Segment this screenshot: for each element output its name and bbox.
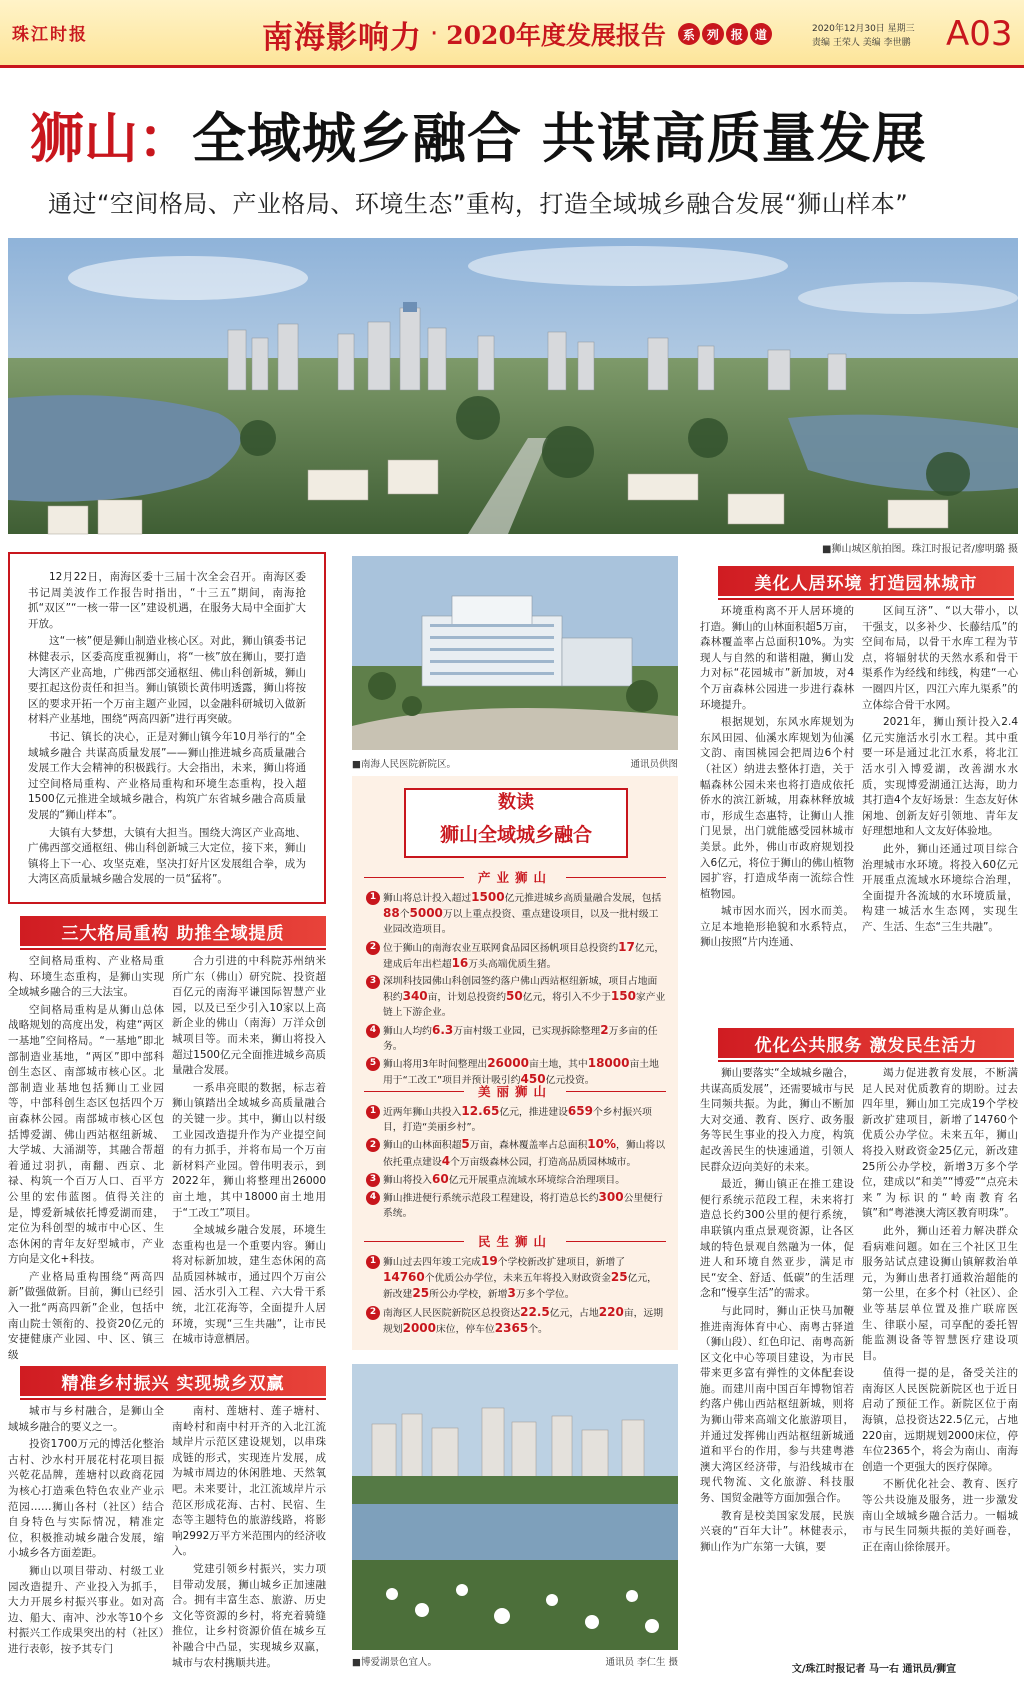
data-text-part: 个优质公办学位，未来五年将投入财政资金 xyxy=(424,1273,611,1285)
issue-editors: 责编 王荣人 美编 李世鹏 xyxy=(812,38,911,48)
intro-paragraph: 大镇有大梦想，大镇有大担当。围绕大湾区产业高地、广佛西部交通枢纽、佛山科创新城三大定位，接下来，狮山镇将上下一心、攻坚克难，坚决打好片区发展组合拳，成为大湾区高质量城乡融合发展的一员“猛将”。 xyxy=(28,826,306,886)
data-text-part: 亩土地用于“工改工”项目并预计吸引约 xyxy=(383,1059,659,1087)
data-text-part: 狮山过去四年竣工完成 xyxy=(383,1257,481,1268)
data-text-part: 万头高端优质生猪。 xyxy=(468,958,557,970)
data-panel-label: 数读 xyxy=(498,792,534,813)
hospital-photo-caption xyxy=(352,756,678,770)
data-highlight-number: 5 xyxy=(461,1137,470,1152)
headline-main: 全域城乡融合 共谋高质量发展 xyxy=(192,106,927,170)
data-item-number: 3 xyxy=(366,1173,380,1187)
data-text-part: 亿元推进城乡高质量融合发展，包括 xyxy=(504,893,662,904)
section-paragraph: 最近，狮山镇正在推工建设便行系统示范段工程，未来将打造总长约300公里的便行系统，串联镇内重点景观资源，让各区域的特色景观自然融为一体，促进人和环境自然亚步，满足市民“安全、舒适、低碳”的生活理念和“慢享生活”的需求。 xyxy=(700,1178,854,1300)
data-text-part: 亿元，推进建设 xyxy=(499,1107,568,1118)
data-text-part: 个学校新改扩建项目，新增了 xyxy=(497,1257,626,1268)
data-item-number: 1 xyxy=(366,1255,380,1269)
data-text-part: ，狮山将以依托重点建设 xyxy=(383,1140,666,1168)
section-paragraph: 合力引进的中科院苏州纳米所广东（佛山）研究院、投资超百亿元的南海平谦国际智慧产业园，以及已至少引入10家以上高新企业的佛山（南海）万洋众创城项目等。而未来，狮山将投入超过1500亿元全面推进城乡高质量融合发展。 xyxy=(172,955,326,1077)
data-item-number: 3 xyxy=(366,975,380,989)
data-text-part: 狮山的山林面积超 xyxy=(383,1140,462,1152)
group-head-livelihood: 民生狮山 xyxy=(364,1232,666,1250)
section-paragraph: 狮山以项目带动、村级工业园改造提升、产业投入为抓手，大力开展乡村振兴事业。如对高边、船大、南冲、沙水等10个乡村振兴工作成果突出的村（社区）进行表彰，按予其专门 xyxy=(8,1564,164,1655)
data-panel-title: 狮山全域城乡融合 xyxy=(439,824,592,846)
section-paragraph: 城市因水而兴，因水而美。立足本地艳形艳貌和水系特点，狮山按照“片内连通、 xyxy=(700,905,854,949)
data-item-number: 4 xyxy=(366,1024,380,1038)
data-item-number: 2 xyxy=(366,941,380,955)
data-text-part: 亩土地，其中 xyxy=(528,1059,588,1071)
data-item-text xyxy=(383,1305,666,1337)
issue-date: 2020年12月30日 星期三 xyxy=(812,24,915,34)
data-text-part: 近两年狮山共投入 xyxy=(383,1107,462,1118)
column-separator: · xyxy=(430,19,439,49)
section-paragraph: 投资1700万元的博活化整治古村、沙水村开展花村花项目振兴乾花品牌，莲塘村以政商花园为核心打造乘色特色农业产业示范园……狮山各村（社区）结合自身特色与实际情况，精准定位，积极推动城乡融合发展，缩小城乡各方面差距。 xyxy=(8,1438,164,1560)
section-2-column-a xyxy=(8,1404,164,1672)
data-list-beautiful xyxy=(366,1104,666,1223)
data-text-part: 家产业链上下游企业。 xyxy=(383,992,666,1019)
data-highlight-number: 22.5 xyxy=(520,1304,550,1319)
data-text-part: 亿元开展重点流域水环境综合治理项目。 xyxy=(448,1174,626,1186)
data-item xyxy=(366,974,666,1021)
series-char: 列 xyxy=(702,23,724,45)
section-paragraph: 空间格局重构是从狮山总体战略规划的高度出发，构建“两区一基地”空间格局。“一基地”即北部制造业基地，“两区”即中部科创生态区、南部城市核心区。北部制造业基地包括狮山工业园等，中部科创生态区包括四个万亩森林公园。南部城市核心区包括博爱湖、佛山西站枢纽新城、大学城、大涌湖等，其融合帮超着通过羽扒，南翻、西京、北禄、构筑一个百万人口、百平方公里的宏伟蓝图。值得关注的是，博爱新城依托博爱湖而建，定位为科创型的城市中心区、生态休闲的青年友好型城市，产业方向是文化+科技。 xyxy=(8,1003,164,1266)
data-panel-title-box xyxy=(404,788,628,858)
data-highlight-number: 26000 xyxy=(487,1056,529,1071)
data-highlight-number: 16 xyxy=(451,955,469,970)
data-highlight-number: 5000 xyxy=(409,906,443,921)
section-2-column-b xyxy=(172,1404,326,1672)
section-title-rural-revitalization: 精准乡村振兴 实现城乡双赢 xyxy=(20,1366,326,1396)
data-item-text xyxy=(383,1023,666,1054)
data-text-part: 万多亩的任务。 xyxy=(383,1025,658,1052)
lake-photo xyxy=(352,1364,678,1650)
data-highlight-number: 4 xyxy=(441,1153,451,1168)
lake-photo-caption xyxy=(352,1654,678,1668)
data-list-livelihood xyxy=(366,1254,666,1339)
newspaper-name: 珠江时报 xyxy=(12,25,88,45)
data-text-part: 狮山将用3年时间整理出 xyxy=(383,1059,488,1071)
data-highlight-number: 50 xyxy=(506,989,523,1004)
data-highlight-number: 60 xyxy=(431,1171,449,1186)
data-highlight-number: 300 xyxy=(598,1190,624,1205)
data-text-part: 所公办学校，新增 xyxy=(429,1289,508,1301)
data-text-part: 床位，停车位 xyxy=(436,1323,495,1335)
data-text-part: 南海区人民医院新院区总投资达 xyxy=(383,1307,521,1319)
intro-paragraph: 书记、镇长的决心，正是对狮山镇今年10月举行的“全域城乡融合 共谋高质量发展”——狮山推进城乡高质量融合发展工作大会精神的积极践行。大会指出，未来，狮山将通过空间格局重构、产业格局重构和环境生态重构，投入超1500亿元推进全域城乡融合，构筑广东省城乡融合高质量发展的“狮山样本”。 xyxy=(28,730,306,821)
intro-paragraph: 12月22日，南海区委十三届十次全会召开。南海区委书记周美波作工作报告时指出，“十三五”期间，南海抢抓“双区”“一核一带一区”建设机遇，在服务大局中全面扩大开放。 xyxy=(28,571,306,630)
hero-caption: ■狮山城区航拍图。珠江时报记者/廖明璐 摄 xyxy=(822,544,1018,555)
data-item xyxy=(366,1190,666,1221)
data-text-part: 狮山人均约 xyxy=(383,1025,432,1037)
data-highlight-number: 659 xyxy=(567,1104,593,1118)
data-item xyxy=(366,1305,666,1337)
data-item-text xyxy=(383,1254,666,1303)
data-text-part: 万以上重点投资、重点建设项目，以及一批村级工业园改造项目。 xyxy=(383,909,659,936)
hospital-illustration xyxy=(352,556,678,750)
section-paragraph: 产业格局重构围绕“两高四新”做强做新。目前，狮山已经引入一批“两高四新”企业，包括中南山院士领衔的、投资20亿元的安捷健康产业园、中、区、镇三级 xyxy=(8,1270,164,1361)
section-paragraph: 根据规划，东风水库规划为东风田园、仙溪水库规划为仙溪文韵、南国桃园会把周边6个村（社区）纳进去整体打造，关于幅森林公园未来也将打造成依托侨水的滨江新城，用森林释放城市，形成生态惠特，让狮山人推门见景，出门就能感受园林城市美景。此外，佛山市政府规划投入6亿元，将位于狮山的佛山植物园扩容，打造成华南一流综合性植物园。 xyxy=(700,716,854,900)
data-highlight-number: 6.3 xyxy=(431,1022,454,1037)
data-highlight-number: 25 xyxy=(412,1286,430,1301)
data-highlight-number: 14760 xyxy=(383,1270,425,1285)
caption-credit: 通讯员 李仁生 摄 xyxy=(605,1657,678,1668)
data-text-part: 公里便行系统。 xyxy=(383,1193,663,1220)
data-item-text xyxy=(383,974,666,1021)
caption-text: ■南海人民医院新院区。 xyxy=(352,759,456,770)
section-1-column-b xyxy=(172,954,326,1346)
section-paragraph: 城市与乡村融合，是狮山全域城乡融合的要义之一。 xyxy=(8,1405,164,1433)
data-item xyxy=(366,1023,666,1054)
data-item-text xyxy=(383,940,666,972)
data-highlight-number: 12.65 xyxy=(461,1104,500,1118)
masthead xyxy=(0,0,1024,68)
section-title-pattern-restructure: 三大格局重构 助推全域提质 xyxy=(20,916,326,946)
section-4-column-a xyxy=(700,1066,854,1650)
data-item xyxy=(366,890,666,938)
data-text-part: 狮山推进便行系统示范段工程建设，将打造总长约 xyxy=(383,1193,599,1205)
data-item-number: 2 xyxy=(366,1138,380,1152)
headline xyxy=(30,98,1000,170)
intro-paragraph: 这“一核”便是狮山制造业核心区。对此，狮山镇委书记林健表示，区委高度重视狮山，将“一核”放在狮山，要打造大湾区产业高地，广佛西部交通枢纽、佛山科创新城，狮山要扛起这份责任和担当。狮山镇锁长黄伟明透露，狮山将按区的要求开拓一个万亩主题产业园，以金融科研城切入做新材料产业基地，围绕“两高四新”进行再突破。 xyxy=(28,635,306,726)
data-text-part: 狮山将投入 xyxy=(383,1174,432,1186)
section-paragraph: 2021年，狮山预计投入2.4亿元实施活水引水工程。其中重要一环是通过北江水系，将北江活水引入博爱湖，改善湖水水质，实现博爱湖通江达海，助力其打造4个友好场景：生态友好休闲地、创新友好引领地、青年友好理想地和人文友好体验地。 xyxy=(862,716,1018,838)
headline-place: 狮山： xyxy=(30,106,192,170)
data-highlight-number: 88 xyxy=(383,906,400,921)
data-text-part: 亿元，建成后年出栏超 xyxy=(383,942,665,970)
hospital-photo xyxy=(352,556,678,750)
section-paragraph: 空间格局重构、产业格局重构、环境生态重构，是狮山实现全域城乡融合的三大法宝。 xyxy=(8,955,164,999)
subheadline: 通过“空间格局、产业格局、环境生态”重构，打造全域城乡融合发展“狮山样本” xyxy=(48,190,909,218)
section-paragraph: 党建引领乡村振兴，实力项目带动发展，狮山城乡正加速融合。拥有丰富生态、旅游、历史文化等资源的乡村，将充着骑缝推位，让乡村资源价值在城乡互补融合中凸显，实现城乡双赢，城市与农村携顺共进。 xyxy=(172,1562,326,1669)
data-highlight-number: 340 xyxy=(402,989,428,1004)
section-title-public-service: 优化公共服务 激发民生活力 xyxy=(718,1028,1014,1058)
data-panel xyxy=(352,776,678,1350)
data-item-number: 5 xyxy=(366,1057,380,1071)
column-name: 南海影响力 xyxy=(262,19,422,56)
byline: 文/珠江时报记者 马一右 通讯员/狮宣 xyxy=(791,1664,957,1675)
data-highlight-number: 17 xyxy=(618,939,635,954)
data-text-part: 深圳科技园佛山科创园签约落户佛山西站枢纽新城，项目占地面积约 xyxy=(383,976,658,1004)
data-item-text xyxy=(383,1172,666,1188)
data-text-part: 亿元投资。 xyxy=(545,1075,595,1087)
section-paragraph: 全域城乡融合发展，环境生态重构也是一个重要内容。狮山将对标新加坡，建生态休闲的高品质园林城市，通过四个万亩公园、活水引入工程、六大骨干系统，北江花海等，全面提升人居环境，实现“三生共融”，让市民在城市诗意栖居。 xyxy=(172,1224,326,1346)
section-paragraph: 区间互济”、“以大带小，以干强支，以多补少、长藤结瓜”的空间布局，以骨干水库工程为节点，将辐射状的天然水系和骨干渠系作为经线和纬线，构建“一心一圈四片区，四江六库九渠系”的立体综合骨干水网。 xyxy=(862,605,1018,711)
section-paragraph: 一系串亮眼的数据，标志着狮山镇踏出全域城乡高质量融合的关键一步。其中，狮山以村级工业园改造提升作为产业提空间的有力抓手，并将布局一个万亩新材料产业园。曾伟明表示，到2022年，狮山将整理出26000亩土地，其中18000亩土地用于“工改工”项目。 xyxy=(172,1081,326,1219)
data-item-text xyxy=(383,1190,666,1221)
group-head-industry: 产业狮山 xyxy=(364,868,666,886)
data-highlight-number: 150 xyxy=(610,989,636,1004)
data-text-part: 万亩，森林覆盖率占总面积 xyxy=(469,1140,588,1152)
data-item-text xyxy=(383,890,666,938)
series-char: 报 xyxy=(726,23,748,45)
data-item xyxy=(366,1254,666,1303)
data-text-part: 亩，远期规划 xyxy=(383,1307,663,1335)
data-item xyxy=(366,1137,666,1169)
data-item xyxy=(366,1172,666,1188)
data-item-number: 4 xyxy=(366,1191,380,1205)
section-paragraph: 值得一提的是，备受关注的南海区人民医院新院区也于近日启动了预征工作。新院区位于南海镇，总投资达22.5亿元，占地220亩，远期规划2000床位，停车位2365个，将会为南山、南海创造一个更强大的医疗保障。 xyxy=(862,1367,1018,1473)
report-title: 2020年度发展报告 xyxy=(446,21,666,50)
data-highlight-number: 2000 xyxy=(402,1320,436,1335)
data-text-part: 万亩村级工业园，已实现拆除整理 xyxy=(453,1025,601,1037)
section-paragraph: 教育是校美国家发展，民族兴衰的“百年大计”。林健表示，狮山作为广东第一大镇，要 xyxy=(700,1509,854,1553)
data-item-number: 2 xyxy=(366,1306,380,1320)
data-text-part: 个万亩级森林公园，打造高品质园林城市。 xyxy=(450,1156,637,1168)
caption-credit: 通讯员供图 xyxy=(630,759,678,770)
data-highlight-number: 220 xyxy=(598,1304,624,1319)
aerial-city-illustration xyxy=(8,238,1018,534)
data-highlight-number: 450 xyxy=(520,1072,546,1087)
data-text-part: 个 xyxy=(399,909,410,921)
data-item-text xyxy=(383,1104,666,1135)
data-highlight-number: 2 xyxy=(600,1022,609,1037)
data-text-part: 亿元，新改建 xyxy=(383,1273,657,1301)
data-text-part: 亿元，占地 xyxy=(549,1307,599,1319)
data-text-part: 个乡村振兴项目，打造“美丽乡村”。 xyxy=(383,1107,652,1134)
issue-meta xyxy=(812,22,915,50)
data-highlight-number: 19 xyxy=(480,1254,498,1268)
section-1-column-a xyxy=(8,954,164,1361)
section-paragraph: 此外，狮山还通过项目综合治理城市水环境。将投入60亿元开展重点流域水环境综合治理，全面提升各流域的水环境质量，构建一城活水生态网，实现生产、生活、生态“三生共融”。 xyxy=(862,842,1018,933)
caption-text: ■博爱湖景色宜人。 xyxy=(352,1657,437,1668)
data-highlight-number: 2365 xyxy=(494,1320,529,1335)
data-highlight-number: 18000 xyxy=(587,1056,630,1071)
data-text-part: 狮山将总计投入超过 xyxy=(383,893,472,904)
hero-aerial-photo xyxy=(8,238,1018,534)
data-item-number: 1 xyxy=(366,1105,380,1119)
data-item xyxy=(366,1104,666,1135)
section-paragraph: 环境重构离不开人居环境的打造。狮山的山林面积超5万亩，森林覆盖率占总面积10%。为实现人与自然的和谐相融，狮山发力对标“花园城市”新加坡，对4个万亩森林公园进一步进行森林环境提升。 xyxy=(700,605,854,711)
page-number: A03 xyxy=(946,14,1013,54)
data-highlight-number: 3 xyxy=(507,1286,516,1301)
data-list-industry xyxy=(366,890,666,1090)
column-banner xyxy=(262,14,774,54)
data-highlight-number: 1500 xyxy=(471,890,505,904)
section-paragraph: 竭力促进教育发展，不断满足人民对优质教育的期盼。过去四年里，狮山加工完成19个学校新改扩建项目，新增了14760个优质公办学位。未来五年，狮山将投入财政资金25亿元，新改建25所公办学校，新增3万多个学位，建成以“和美”“博爱”“点亮未来”为标识的“岭南教育名镇”和“粤港澳大湾区教育明珠”。 xyxy=(862,1067,1018,1220)
data-text-part: 亩，计划总投资约 xyxy=(427,992,507,1004)
data-highlight-number: 25 xyxy=(610,1270,628,1285)
section-3-column-a xyxy=(700,604,854,1002)
section-paragraph: 狮山要落实“全域城乡融合，共谋高质发展”，还需要城市与民生同频共振。为此，狮山不断加大对交通、教育、医疗、政务服务等民生事业的投入力度，构筑起改善民生的快速通道，引领人民群众迈向美好的未来。 xyxy=(700,1067,854,1173)
series-char: 道 xyxy=(750,23,772,45)
intro-box xyxy=(8,552,326,904)
section-paragraph: 此外，狮山还着力解决群众看病难问题。如在三个社区卫生服务站试点建设狮山镇解救治单元，为狮山患者打通救治超能的第一公里，在多个村（社区）、企业等基层单位置及推广联席医生、律联小屋，司享配的委托智能监测设备等智慧医疗建设项目。 xyxy=(862,1224,1018,1362)
group-head-beautiful: 美丽狮山 xyxy=(364,1082,666,1100)
data-item-number: 1 xyxy=(366,891,380,905)
section-title-garden-city: 美化人居环境 打造园林城市 xyxy=(718,566,1014,596)
section-paragraph: 南村、莲塘村、莲子塘村、南岭村和南中村开齐的入北江流域岸片示范区建设规划，以串珠成链的形式，实现连片发展，成为城市周边的休闲胜地、天然氧吧。未来要计，北江流域岸片示范区形成花海、古村、民宿、生态等主题特色的旅游线路，将影响2992万平方米范围内的经济收入。 xyxy=(172,1405,326,1558)
section-paragraph: 与此同时，狮山正快马加鞭推进南海体育中心、南粤古驿道（狮山段）、红色印记、南粤高新区文化中心等项目建设，为市民带来更多富有弹性的文体配套设施。而建川南中国百年博物馆若约落户佛山西站枢纽新城，则将为狮山带来高端文化旅游项目，并通过发挥佛山西站枢纽新城通道和平台的作用，参与共建粤港澳大湾区经济带，与沿线城市在现代物流、文化旅游、科技服务、国贸金融等方面加强合作。 xyxy=(700,1304,854,1505)
data-text-part: 个。 xyxy=(528,1323,548,1335)
section-3-column-b xyxy=(862,604,1018,1002)
series-badge xyxy=(678,23,774,45)
section-paragraph: 不断优化社会、教育、医疗等公共设施及服务，进一步激发南山全域城乡融合活力。一幅城市与民生同频共振的美好画卷，正在南山徐徐展开。 xyxy=(862,1478,1018,1553)
data-text-part: 亿元，将引入不少于 xyxy=(522,992,611,1004)
section-4-column-b xyxy=(862,1066,1018,1650)
lake-illustration xyxy=(352,1364,678,1650)
data-text-part: 位于狮山的南海农业互联网食品园区扬帆项目总投资约 xyxy=(383,942,619,954)
data-highlight-number: 10% xyxy=(587,1137,617,1152)
data-item-text xyxy=(383,1137,666,1169)
data-item xyxy=(366,940,666,972)
series-char: 系 xyxy=(678,23,700,45)
data-text-part: 万多个学位。 xyxy=(515,1289,575,1301)
